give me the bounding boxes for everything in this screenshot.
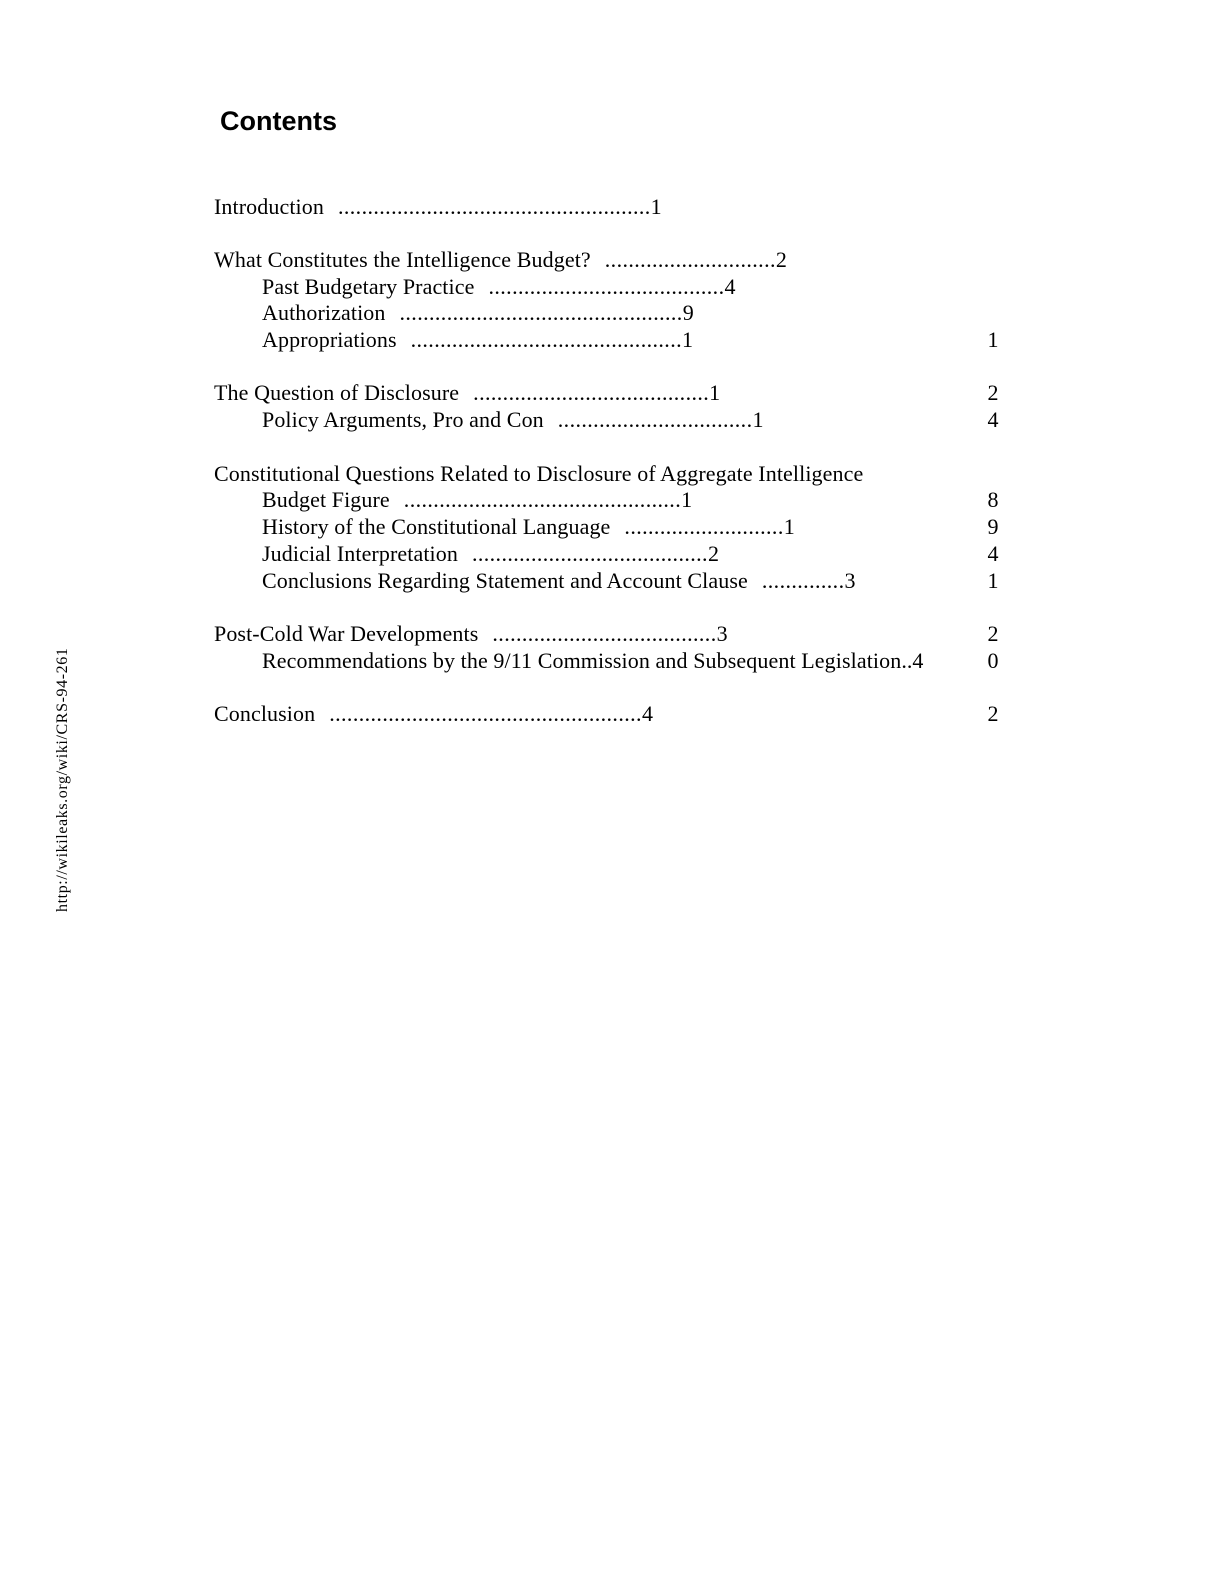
toc-entry-title: The Question of Disclosure — [214, 380, 460, 405]
toc-page-number: 1 — [650, 194, 662, 219]
toc-page-number: 1 — [783, 514, 795, 539]
toc-entry-title: Conclusions Regarding Statement and Account Clause — [262, 568, 748, 593]
toc-leader-dots: ........................... — [624, 514, 784, 539]
toc-page-number: 4 — [724, 274, 736, 299]
toc-entry-budget-figure — [262, 487, 692, 513]
toc-entry-question-of-disclosure — [214, 380, 720, 406]
toc-leader-dots: ........................................ — [488, 274, 725, 299]
toc-page-number: 2 — [775, 247, 787, 272]
toc-leader-dots: .............. — [761, 568, 845, 593]
toc-entry-judicial-interpretation — [262, 541, 719, 567]
toc-entry-title: Authorization — [262, 300, 386, 325]
toc-entry-past-budgetary-practice — [262, 274, 735, 300]
toc-entry-title: Appropriations — [262, 327, 397, 352]
toc-entry-title: Budget Figure — [262, 487, 390, 512]
toc-page-number: 1 — [709, 380, 721, 405]
toc-leader-dots: .. — [901, 648, 913, 673]
toc-page-number: 1 — [752, 407, 764, 432]
toc-page-number-overflow: 2 — [987, 701, 999, 726]
toc-page-number: 1 — [682, 327, 694, 352]
side-url-watermark: http://wikileaks.org/wiki/CRS-94-261 — [54, 647, 71, 912]
toc-entry-conclusion — [214, 701, 653, 727]
toc-entry-title: Judicial Interpretation — [262, 541, 458, 566]
toc-entry-title: What Constitutes the Intelligence Budget? — [214, 247, 591, 272]
toc-entry-title: Post-Cold War Developments — [214, 621, 479, 646]
toc-page-number: 4 — [912, 648, 924, 673]
toc-page-number: 2 — [707, 541, 719, 566]
toc-leader-dots: ............................. — [604, 247, 776, 272]
toc-entry-title: Conclusion — [214, 701, 316, 726]
toc-entry-title: Introduction — [214, 194, 324, 219]
toc-page-number-overflow: 9 — [987, 514, 999, 539]
toc-page-number: 9 — [682, 300, 694, 325]
toc-leader-dots: ................................. — [557, 407, 753, 432]
toc-entry-title: Policy Arguments, Pro and Con — [262, 407, 544, 432]
toc-page-number: 4 — [641, 701, 653, 726]
toc-leader-dots: ..................................................... — [337, 194, 651, 219]
toc-page-number-overflow: 2 — [987, 380, 999, 405]
toc-leader-dots: ............................................... — [403, 487, 682, 512]
toc-entry-policy-arguments — [262, 407, 763, 433]
toc-page-number: 3 — [716, 621, 728, 646]
toc-entry-post-cold-war — [214, 621, 728, 647]
toc-leader-dots: ........................................ — [473, 380, 710, 405]
toc-leader-dots: ................................................ — [399, 300, 683, 325]
toc-entry-constitutional-questions — [214, 461, 863, 487]
toc-page-number-overflow: 2 — [987, 621, 999, 646]
toc-leader-dots: .............................................. — [410, 327, 683, 352]
toc-page-number-overflow: 8 — [987, 487, 999, 512]
toc-entry-introduction — [214, 194, 662, 220]
toc-entry-appropriations — [262, 327, 693, 353]
toc-leader-dots: ........................................ — [471, 541, 708, 566]
toc-page-number-overflow: 0 — [987, 648, 999, 673]
toc-page-number-overflow: 4 — [987, 541, 999, 566]
toc-page-number-overflow: 4 — [987, 407, 999, 432]
toc-entry-history-constitutional-language — [262, 514, 795, 540]
toc-leader-dots: ..................................................... — [329, 701, 642, 726]
toc-entry-conclusions-statement-account — [262, 568, 855, 594]
toc-entry-title: Past Budgetary Practice — [262, 274, 475, 299]
toc-page-number: 1 — [681, 487, 693, 512]
toc-entry-title: Constitutional Questions Related to Disclosure of Aggregate Intelligence — [214, 461, 864, 486]
toc-page-number-overflow: 1 — [987, 568, 999, 593]
toc-page-number: 3 — [844, 568, 856, 593]
toc-entry-title: Recommendations by the 9/11 Commission and Subsequent Legislation — [262, 648, 902, 673]
toc-entry-authorization — [262, 300, 694, 326]
toc-entry-recommendations-911 — [262, 648, 923, 674]
toc-page-number-overflow: 1 — [987, 327, 999, 352]
toc-leader-dots: ...................................... — [492, 621, 717, 646]
contents-heading: Contents — [220, 106, 337, 136]
toc-entry-title: History of the Constitutional Language — [262, 514, 611, 539]
toc-entry-intelligence-budget — [214, 247, 787, 273]
